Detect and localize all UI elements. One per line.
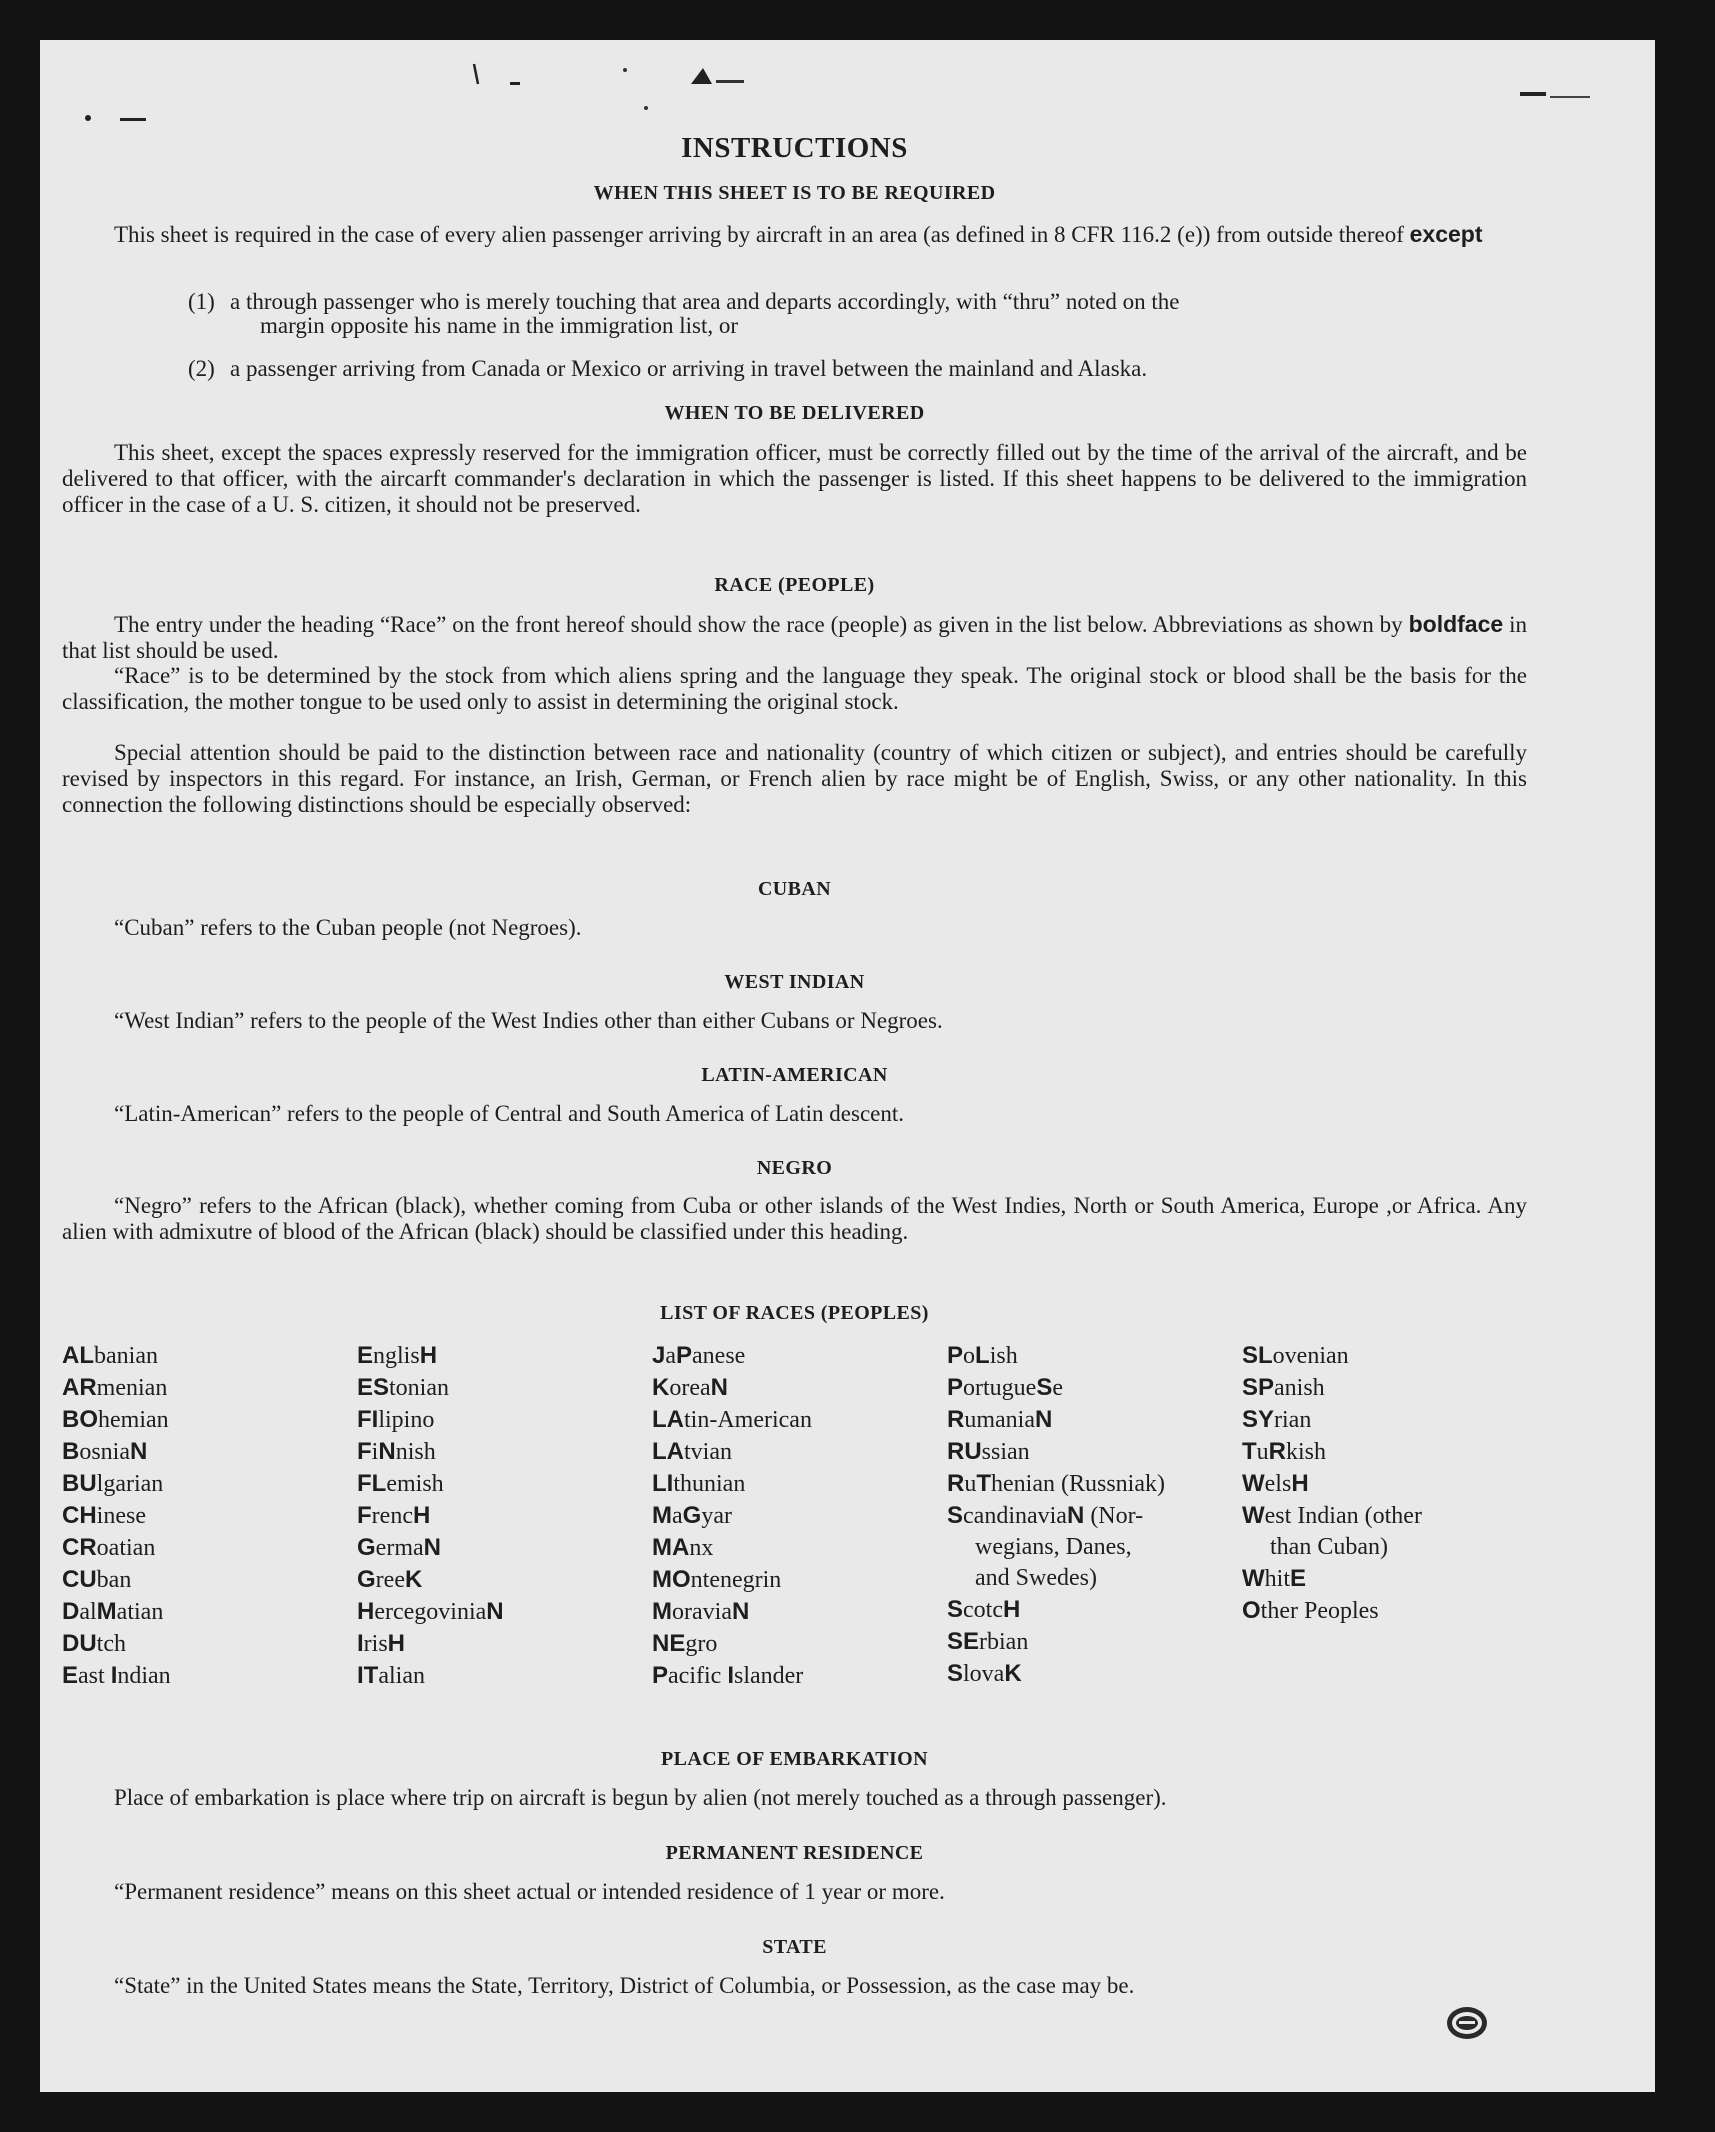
union-label-seal	[1445, 2004, 1489, 2042]
race-entry-continuation: wegians, Danes,	[975, 1534, 1132, 1560]
race-entry: LAtvian	[652, 1438, 732, 1465]
race-entry: TuRkish	[1242, 1438, 1327, 1465]
race-entry: ScotcH	[947, 1596, 1021, 1623]
heading-west-indian: WEST INDIAN	[724, 971, 865, 993]
race-entry: DalMatian	[62, 1598, 164, 1625]
paragraph-west-indian: “West Indian” refers to the people of the West Indies other than either Cubans or Negroes.	[114, 1008, 943, 1033]
heading-list-of-races: LIST OF RACES (PEOPLES)	[660, 1302, 929, 1324]
exception-item-2: (2) a passenger arriving from Canada or Mexico or arriving in travel between the mainland and Alaska.	[188, 356, 1148, 381]
race-entry: ALbanian	[62, 1342, 158, 1369]
race-entry: FLemish	[357, 1470, 444, 1497]
races-column-3	[652, 1340, 942, 1692]
paragraph-when-required: This sheet is required in the case of every alien passenger arriving by aircraft in an area (as defined in 8 CFR 116.2 (e)) from outside thereof except	[114, 221, 1483, 247]
heading-latin-american: LATIN-AMERICAN	[701, 1064, 888, 1086]
race-entry: IrisH	[357, 1630, 406, 1657]
race-entry-continuation: than Cuban)	[1270, 1534, 1388, 1560]
race-entry: BosniaN	[62, 1438, 148, 1465]
race-entry: Pacific Islander	[652, 1662, 804, 1689]
instruction-sheet	[40, 40, 1655, 2092]
race-entry: MAnx	[652, 1534, 714, 1561]
paragraph-latin-american: “Latin-American” refers to the people of Central and South America of Latin descent.	[114, 1101, 904, 1126]
paragraph-race-3: Special attention should be paid to the distinction between race and nationality (country of which citizen or subject), and entries should be carefully revised by inspectors in this regard. For instance, an Irish, German, or French alien by race might be of English, Swiss, or any other nationality. In this connection the following distinctions should be especially observed:	[62, 740, 1527, 817]
race-entry: LIthunian	[652, 1470, 746, 1497]
paragraph-embarkation: Place of embarkation is place where trip on aircraft is begun by alien (not merely touched as a through passenger).	[114, 1785, 1167, 1810]
race-entry: Other Peoples	[1242, 1597, 1379, 1624]
paragraph-race-1: The entry under the heading “Race” on the front hereof should show the race (people) as given in the list below. Abbreviations as shown by boldface in that list should be used.	[62, 611, 1527, 663]
page-title: INSTRUCTIONS	[681, 132, 908, 164]
race-entry: CRoatian	[62, 1534, 156, 1561]
heading-place-of-embarkation: PLACE OF EMBARKATION	[661, 1748, 928, 1770]
race-entry: PoLish	[947, 1342, 1018, 1369]
race-entry: BUlgarian	[62, 1470, 164, 1497]
race-entry: West Indian (other	[1242, 1502, 1422, 1529]
race-entry: GermaN	[357, 1534, 441, 1561]
paragraph-cuban: “Cuban” refers to the Cuban people (not Negroes).	[114, 915, 582, 940]
heading-when-required: WHEN THIS SHEET IS TO BE REQUIRED	[593, 182, 996, 204]
paragraph-when-delivered: This sheet, except the spaces expressly reserved for the immigration officer, must be correctly filled out by the time of the arrival of the aircraft, and be delivered to that officer, with the aircarft commander's declaration in which the passenger is listed. If this sheet happens to be delivered to the immigration officer in the case of a U. S. citizen, it should not be preserved.	[62, 440, 1527, 517]
race-entry: GreeK	[357, 1566, 423, 1593]
race-entry: MoraviaN	[652, 1598, 750, 1625]
race-entry: ITalian	[357, 1662, 425, 1689]
races-column-5	[1242, 1340, 1542, 1627]
race-entry: RumaniaN	[947, 1406, 1053, 1433]
paragraph-permanent-residence: “Permanent residence” means on this sheet actual or intended residence of 1 year or more.	[114, 1879, 945, 1904]
race-entry: WhitE	[1242, 1565, 1307, 1592]
race-entry: EnglisH	[357, 1342, 438, 1369]
race-entry: SYrian	[1242, 1406, 1312, 1433]
race-entry-continuation: and Swedes)	[975, 1565, 1097, 1591]
race-entry: PortugueSe	[947, 1374, 1063, 1401]
heading-cuban: CUBAN	[757, 878, 832, 900]
race-entry: CUban	[62, 1566, 132, 1593]
races-column-4	[947, 1340, 1237, 1690]
race-entry: FiNnish	[357, 1438, 436, 1465]
race-entry: SLovenian	[1242, 1342, 1349, 1369]
race-entry: MaGyar	[652, 1502, 732, 1529]
heading-when-delivered: WHEN TO BE DELIVERED	[664, 402, 925, 424]
race-entry: JaPanese	[652, 1342, 746, 1369]
race-entry: SlovaK	[947, 1660, 1022, 1687]
exception-item-1: (1) a through passenger who is merely touching that area and departs accordingly, with “thru” noted on the margin opposite his name in the immigration list, or	[188, 289, 1180, 338]
race-entry: BOhemian	[62, 1406, 169, 1433]
race-entry: RuThenian (Russniak)	[947, 1470, 1165, 1497]
paragraph-negro: “Negro” refers to the African (black), whether coming from Cuba or other islands of the West Indies, North or South America, Europe ,or Africa. Any alien with admixutre of blood of the African (black) should be classified under this heading.	[62, 1193, 1527, 1244]
race-entry: SErbian	[947, 1628, 1029, 1655]
race-entry: FrencH	[357, 1502, 431, 1529]
race-entry: FIlipino	[357, 1406, 435, 1433]
race-entry: ARmenian	[62, 1374, 168, 1401]
paragraph-state: “State” in the United States means the State, Territory, District of Columbia, or Possession, as the case may be.	[114, 1973, 1135, 1998]
heading-race: RACE (PEOPLE)	[714, 574, 875, 596]
race-entry: EStonian	[357, 1374, 450, 1401]
races-column-1	[62, 1340, 352, 1692]
race-entry: DUtch	[62, 1630, 126, 1657]
paragraph-race-2: “Race” is to be determined by the stock from which aliens spring and the language they speak. The original stock or blood shall be the basis for the classification, the mother tongue to be used only to assist in determining the original stock.	[62, 663, 1527, 714]
race-entry: WelsH	[1242, 1470, 1309, 1497]
races-column-2	[357, 1340, 647, 1692]
race-entry: RUssian	[947, 1438, 1030, 1465]
race-entry: HercegoviniaN	[357, 1598, 504, 1625]
heading-state: STATE	[762, 1936, 827, 1958]
race-entry: CHinese	[62, 1502, 146, 1529]
race-entry: KoreaN	[652, 1374, 728, 1401]
heading-negro: NEGRO	[756, 1157, 833, 1179]
race-entry: SPanish	[1242, 1374, 1325, 1401]
race-entry: East Indian	[62, 1662, 171, 1689]
race-entry: MOntenegrin	[652, 1566, 782, 1593]
race-entry: NEgro	[652, 1630, 718, 1657]
heading-permanent-residence: PERMANENT RESIDENCE	[665, 1842, 924, 1864]
race-entry: LAtin-American	[652, 1406, 812, 1433]
race-entry: ScandinaviaN (Nor-	[947, 1502, 1144, 1529]
